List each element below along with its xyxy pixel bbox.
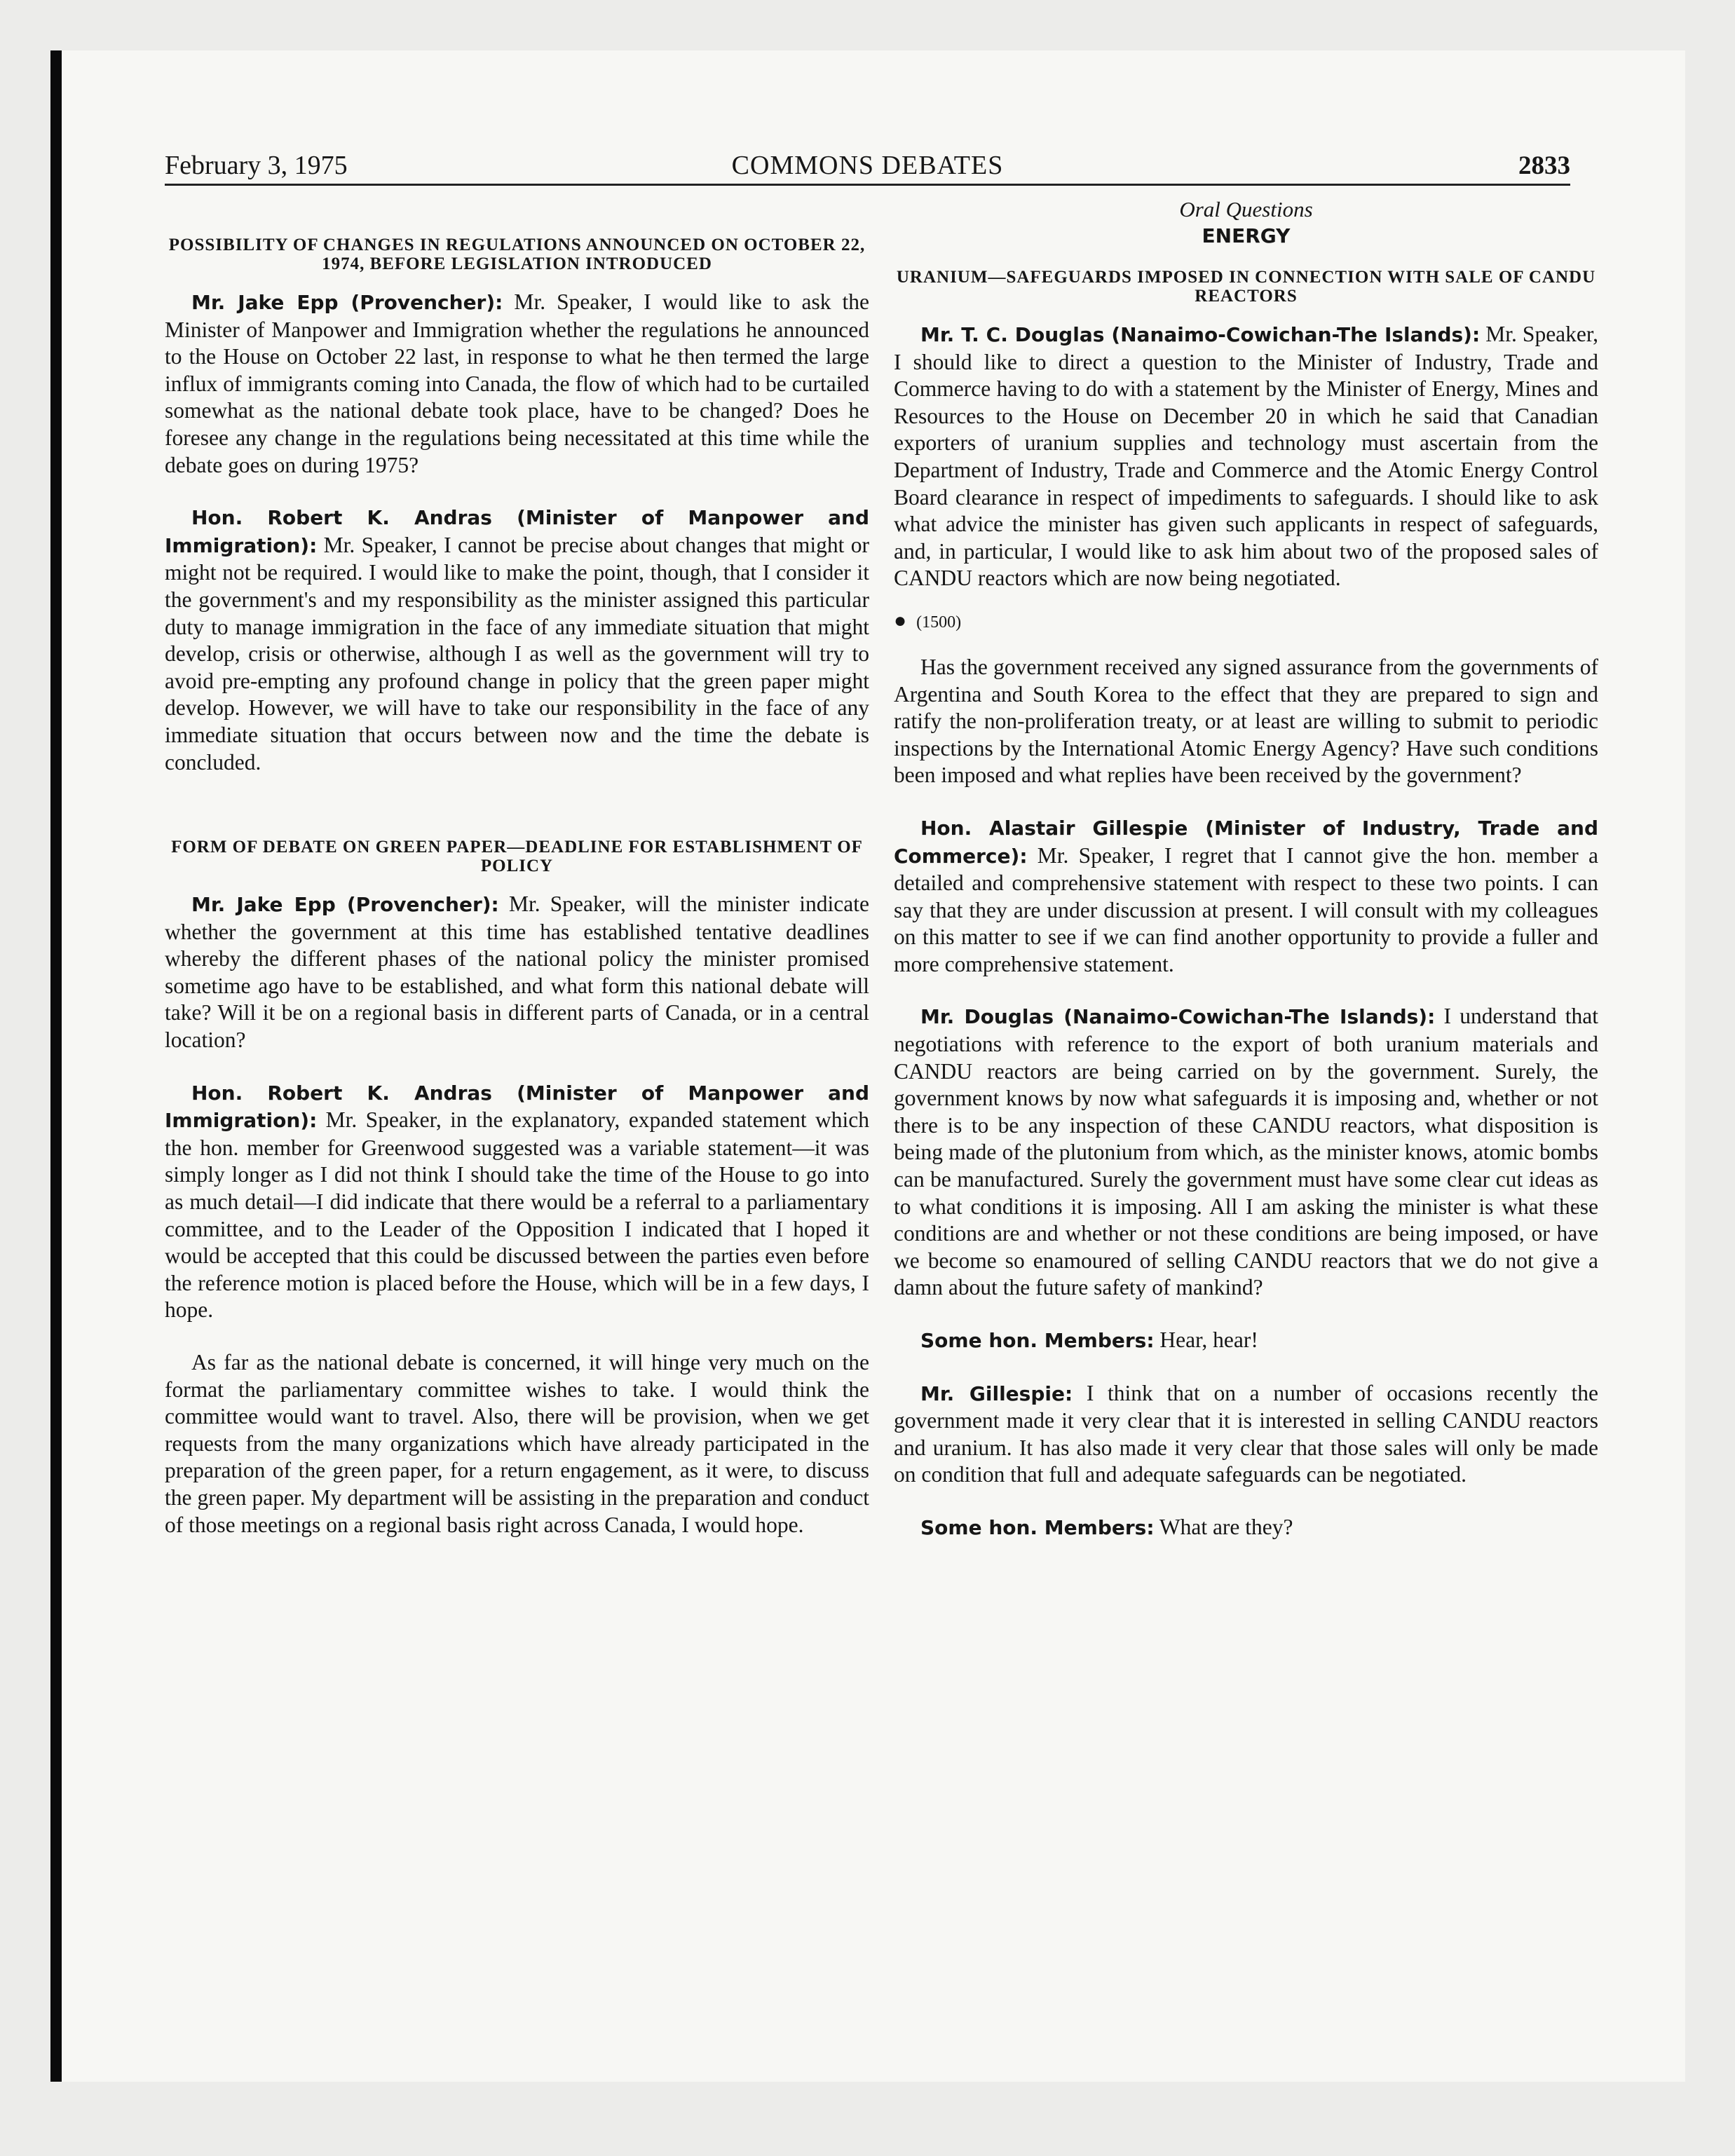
paragraph-text: Hear, hear! (1154, 1328, 1258, 1352)
speaker-name: Hon. Alastair Gillespie (Minister of Industry, Trade and Commerce): (894, 816, 1598, 868)
time-marker (894, 610, 1598, 633)
section-heading: FORM OF DEBATE ON GREEN PAPER—DEADLINE FOR ESTABLISHMENT OF POLICY (171, 838, 863, 876)
paragraph-text: Mr. Speaker, I regret that I cannot give the hon. member a detailed and comprehensive statement with respect to these two points. I can say that they are under discussion at present. I will consult with my colleagues on this matter to see if we can find another opportunity to provide a fuller and more comprehensive statement. (894, 842, 1598, 976)
paragraph-text: Mr. Speaker, I cannot be precise about changes that might or might not be required. I would like to make the point, though, that I consider it the government's and my responsibility as the minister assigned this particular duty to manage immigration in the face of any immediate situation that might develop, crisis or otherwise, although I as well as the government will try to avoid pre-empting any profound change in policy that the green paper might develop. However, we will have to take our responsibility in the face of any immediate situation that occurs between now and the time the debate is concluded. (165, 532, 869, 775)
paragraph (894, 1514, 1598, 1542)
paragraph (165, 289, 869, 479)
paragraph (894, 1327, 1598, 1355)
paragraph (894, 1380, 1598, 1489)
paragraph-text: I understand that negotiations with reference to the export of both uranium materials and CANDU reactors are being carried on by the government. Surely, the government knows by now what safeguards it is imposing and, whether or not there is to be any inspection of these CANDU reactors, what disposition is being made of the plutonium from which, as the minister knows, atomic bombs can be manufactured. Surely the government must have some clear cut ideas as to what conditions it is imposing. All I am asking the minister is what these conditions are and whether or not these conditions are being imposed, or have we become so enamoured of selling CANDU reactors that we do not give a damn about the future safety of mankind? (894, 1004, 1599, 1300)
speaker-name: Some hon. Members: (920, 1515, 1155, 1539)
section-heading: URANIUM—SAFEGUARDS IMPOSED IN CONNECTION WITH SALE OF CANDU REACTORS (896, 268, 1596, 306)
speaker-name: Mr. Douglas (Nanaimo-Cowichan-The Islands): (920, 1005, 1436, 1029)
speaker-name: Hon. Robert K. Andras (Minister of Manpower and Immigration): (165, 506, 869, 557)
speaker-name: Some hon. Members: (920, 1329, 1155, 1352)
page-number: 2833 (1518, 151, 1570, 180)
paragraph-text: I think that on a number of occasions recently the government made it very clear that it is interested in selling CANDU reactors and uranium. It has also made it very clear that those sales will only be made on condition that full and adequate safeguards can be negotiated. (894, 1380, 1598, 1487)
paragraph-text: What are they? (1154, 1514, 1293, 1539)
paragraph-text: Mr. Speaker, I should like to direct a question to the Minister of Industry, Trade and Commerce having to do with a statement by the Minister of Energy, Mines and Resources to the House on December 20 in which he said that Canadian exporters of uranium supplies and technology must ascertain from the Department of Industry, Trade and Commerce and the Atomic Energy Control Board clearance in respect of impediments to safeguards. I should like to ask what advice the minister has given such applicants in respect of safeguards, and, in particular, I would like to ask him about two of the proposed sales of CANDU reactors which are now being negotiated. (894, 322, 1599, 591)
header-date: February 3, 1975 (165, 151, 348, 180)
paragraph (165, 1079, 869, 1324)
section-heading: POSSIBILITY OF CHANGES IN REGULATIONS ANNOUNCED ON OCTOBER 22, 1974, BEFORE LEGISLATION INTRODUCED (168, 236, 866, 273)
paragraph-text: Has the government received any signed assurance from the governments of Argentina and South Korea to the effect that they are prepared to sign and ratify the non-proliferation treaty, or at least are willing to submit to periodic inspections by the International Atomic Energy Agency? Have such conditions been imposed and what replies have been received by the government? (894, 654, 1598, 788)
paragraph (165, 891, 869, 1054)
subject-heading: Oral Questions (1179, 197, 1313, 221)
speaker-name: Mr. Gillespie: (920, 1381, 1073, 1405)
paragraph-text: As far as the national debate is concerned, it will hinge very much on the format the parliamentary committee wishes to take. I would think the committee would want to travel. Also, there will be provision, when we get requests from the many organizations which have already participated in the preparation of the green paper, for a return engagement, as it were, to discuss the green paper. My department will be assisting in the preparation and conduct of those meetings on a regional basis right across Canada, I would hope. (165, 1350, 869, 1537)
paragraph (165, 504, 869, 776)
paragraph (894, 321, 1598, 592)
bullet-icon: ● (894, 608, 907, 632)
speaker-name: Mr. Jake Epp (Provencher): (191, 893, 499, 917)
page-header (165, 149, 1570, 186)
right-column (894, 196, 1598, 1542)
paragraph (165, 1349, 869, 1538)
time-marker-text: (1500) (916, 613, 962, 632)
section-title: ENERGY (1202, 224, 1291, 247)
scan-edge (50, 50, 62, 2082)
paragraph-text: Mr. Speaker, in the explanatory, expanded statement which the hon. member for Greenwood suggested was a variable statement—it was simply longer as I did not think I should take the time of the House to go into as much detail—I did indicate that there would be a referral to a parliamentary committee, and to the Leader of the Opposition I indicated that I hoped it would be accepted that this could be discussed between the parties even before the reference motion is placed before the House, which will be in a few days, I hope. (165, 1107, 869, 1323)
speaker-name: Hon. Robert K. Andras (Minister of Manpower and Immigration): (165, 1081, 869, 1133)
left-column (165, 196, 869, 1538)
header-title: COMMONS DEBATES (731, 151, 1004, 180)
paragraph (894, 814, 1598, 978)
speaker-name: Mr. Jake Epp (Provencher): (191, 291, 503, 314)
paragraph (894, 1003, 1598, 1302)
speaker-name: Mr. T. C. Douglas (Nanaimo-Cowichan-The Islands): (920, 323, 1481, 346)
paragraph-text: Mr. Speaker, I would like to ask the Minister of Manpower and Immigration whether the regulations he announced to the House on October 22 last, in response to what he then termed the large influx of immigrants coming into Canada, the flow of which had to be curtailed somewhat as the national debate took place, have to be changed? Does he foresee any change in the regulations being necessitated at this time while the debate goes on during 1975? (165, 289, 870, 477)
paragraph-text: Mr. Speaker, will the minister indicate whether the government at this time has established tentative deadlines whereby the different phases of the national policy the minister promised sometime ago have to be established, and what form this national debate will take? Will it be on a regional basis in different parts of Canada, or in a central location? (165, 892, 869, 1053)
paragraph (894, 654, 1598, 789)
